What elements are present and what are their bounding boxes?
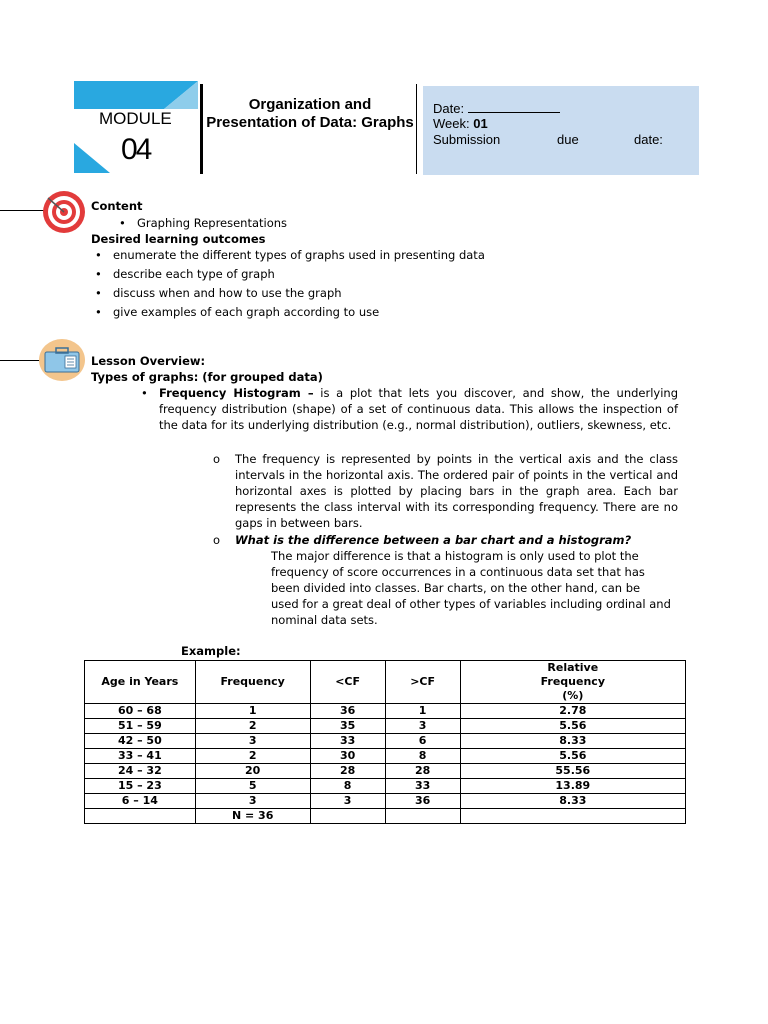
table-row <box>85 749 686 764</box>
date-row <box>433 100 699 116</box>
table-cell: 1 <box>195 704 310 719</box>
outcome-item: • describe each type of graph <box>113 266 275 282</box>
table-cell: 3 <box>310 794 385 809</box>
module-badge <box>74 81 198 173</box>
table-row <box>85 794 686 809</box>
table-cell: 20 <box>195 764 310 779</box>
table-cell <box>385 809 460 824</box>
table-cell: 8 <box>310 779 385 794</box>
table-cell: 28 <box>310 764 385 779</box>
due-label: due <box>557 132 579 147</box>
table-cell: 3 <box>385 719 460 734</box>
histogram-description: is a plot that lets you discover, and show, the underlying frequency distribution (shape) of a set of continuous data. This allows the inspection of the data for its underlying distribution (e.g., normal distribution), outliers, skewness, etc. <box>159 386 679 432</box>
table-cell: 8.33 <box>460 794 685 809</box>
outcome-item: • discuss when and how to use the graph <box>113 285 342 301</box>
types-heading: Types of graphs: (for grouped data) <box>91 370 323 384</box>
table-cell: 2 <box>195 719 310 734</box>
table-total-row <box>85 809 686 824</box>
table-cell: 42 – 50 <box>85 734 196 749</box>
table-cell <box>310 809 385 824</box>
table-cell: 36 <box>310 704 385 719</box>
table-cell: 33 <box>385 779 460 794</box>
table-cell: 3 <box>195 734 310 749</box>
column-header: <CF <box>310 661 385 704</box>
table-cell: 8.33 <box>460 734 685 749</box>
section-rule-content <box>0 210 44 211</box>
date-word: date: <box>634 132 663 147</box>
submission-row <box>433 132 699 148</box>
table-cell: 33 – 41 <box>85 749 196 764</box>
outcomes-heading: Desired learning outcomes <box>91 232 266 246</box>
total-cell: N = 36 <box>195 809 310 824</box>
table-cell: 28 <box>385 764 460 779</box>
column-header: Relative Frequency (%) <box>460 661 685 704</box>
sub-bullet-marker: o <box>213 452 221 466</box>
example-label: Example: <box>181 644 241 658</box>
table-row <box>85 779 686 794</box>
date-label: Date: <box>433 101 465 116</box>
content-heading: Content <box>91 199 143 213</box>
table-cell: 24 – 32 <box>85 764 196 779</box>
difference-question: What is the difference between a bar chart and a histogram? <box>235 533 632 547</box>
table-cell: 15 – 23 <box>85 779 196 794</box>
table-cell: 6 – 14 <box>85 794 196 809</box>
page-title: Organization and Presentation of Data: Graphs <box>206 96 414 131</box>
table-cell: 2 <box>195 749 310 764</box>
table-row <box>85 704 686 719</box>
table-cell: 2.78 <box>460 704 685 719</box>
week-row <box>433 116 699 132</box>
table-cell: 33 <box>310 734 385 749</box>
column-header: Age in Years <box>85 661 196 704</box>
table-cell <box>460 809 685 824</box>
table-cell: 36 <box>385 794 460 809</box>
table-cell <box>85 809 196 824</box>
module-label: MODULE <box>99 109 172 128</box>
date-blank-line <box>468 100 560 113</box>
table-cell: 5 <box>195 779 310 794</box>
difference-answer: The major difference is that a histogram is only used to plot the frequency of score occurrences in a continuous data set that has been divided into classes. Bar charts, on the other hand, can be used for a great deal of other types of variables including ordinal and nominal data sets. <box>271 549 671 627</box>
target-icon <box>42 190 86 234</box>
table-cell: 1 <box>385 704 460 719</box>
submission-info-box <box>423 86 699 175</box>
table-cell: 35 <box>310 719 385 734</box>
sub-bullet-marker: o <box>213 533 221 547</box>
histogram-sub-point: The frequency is represented by points in the vertical axis and the class intervals in the horizontal axis. The ordered pair of points in the vertical and horizontal axes is plotted by placing bars in the graph area. Each bar represents the class interval with its corresponding frequency. There are no gaps in between bars. <box>235 452 678 530</box>
overview-heading: Lesson Overview: <box>91 354 206 368</box>
table-cell: 55.56 <box>460 764 685 779</box>
frequency-table <box>84 660 686 824</box>
header-divider-right <box>416 84 417 174</box>
histogram-term: Frequency Histogram – <box>159 386 314 400</box>
content-item: • Graphing Representations <box>137 215 287 231</box>
submission-label: Submission <box>433 132 501 147</box>
table-header-row <box>85 661 686 704</box>
table-cell: 8 <box>385 749 460 764</box>
column-header: >CF <box>385 661 460 704</box>
table-cell: 51 – 59 <box>85 719 196 734</box>
table-row <box>85 734 686 749</box>
briefcase-icon <box>38 338 86 382</box>
outcome-item: • give examples of each graph according to use <box>113 304 379 320</box>
table-row <box>85 764 686 779</box>
week-label: Week: <box>433 116 470 131</box>
module-number: 04 <box>121 133 151 166</box>
table-cell: 30 <box>310 749 385 764</box>
header-divider-left <box>200 84 203 174</box>
table-cell: 60 – 68 <box>85 704 196 719</box>
outcome-item: • enumerate the different types of graphs used in presenting data <box>113 247 485 263</box>
table-cell: 3 <box>195 794 310 809</box>
table-cell: 13.89 <box>460 779 685 794</box>
histogram-paragraph <box>159 385 678 433</box>
column-header: Frequency <box>195 661 310 704</box>
week-value: 01 <box>473 116 488 131</box>
table-cell: 6 <box>385 734 460 749</box>
section-rule-lesson <box>0 360 40 361</box>
table-row <box>85 719 686 734</box>
table-cell: 5.56 <box>460 749 685 764</box>
table-cell: 5.56 <box>460 719 685 734</box>
